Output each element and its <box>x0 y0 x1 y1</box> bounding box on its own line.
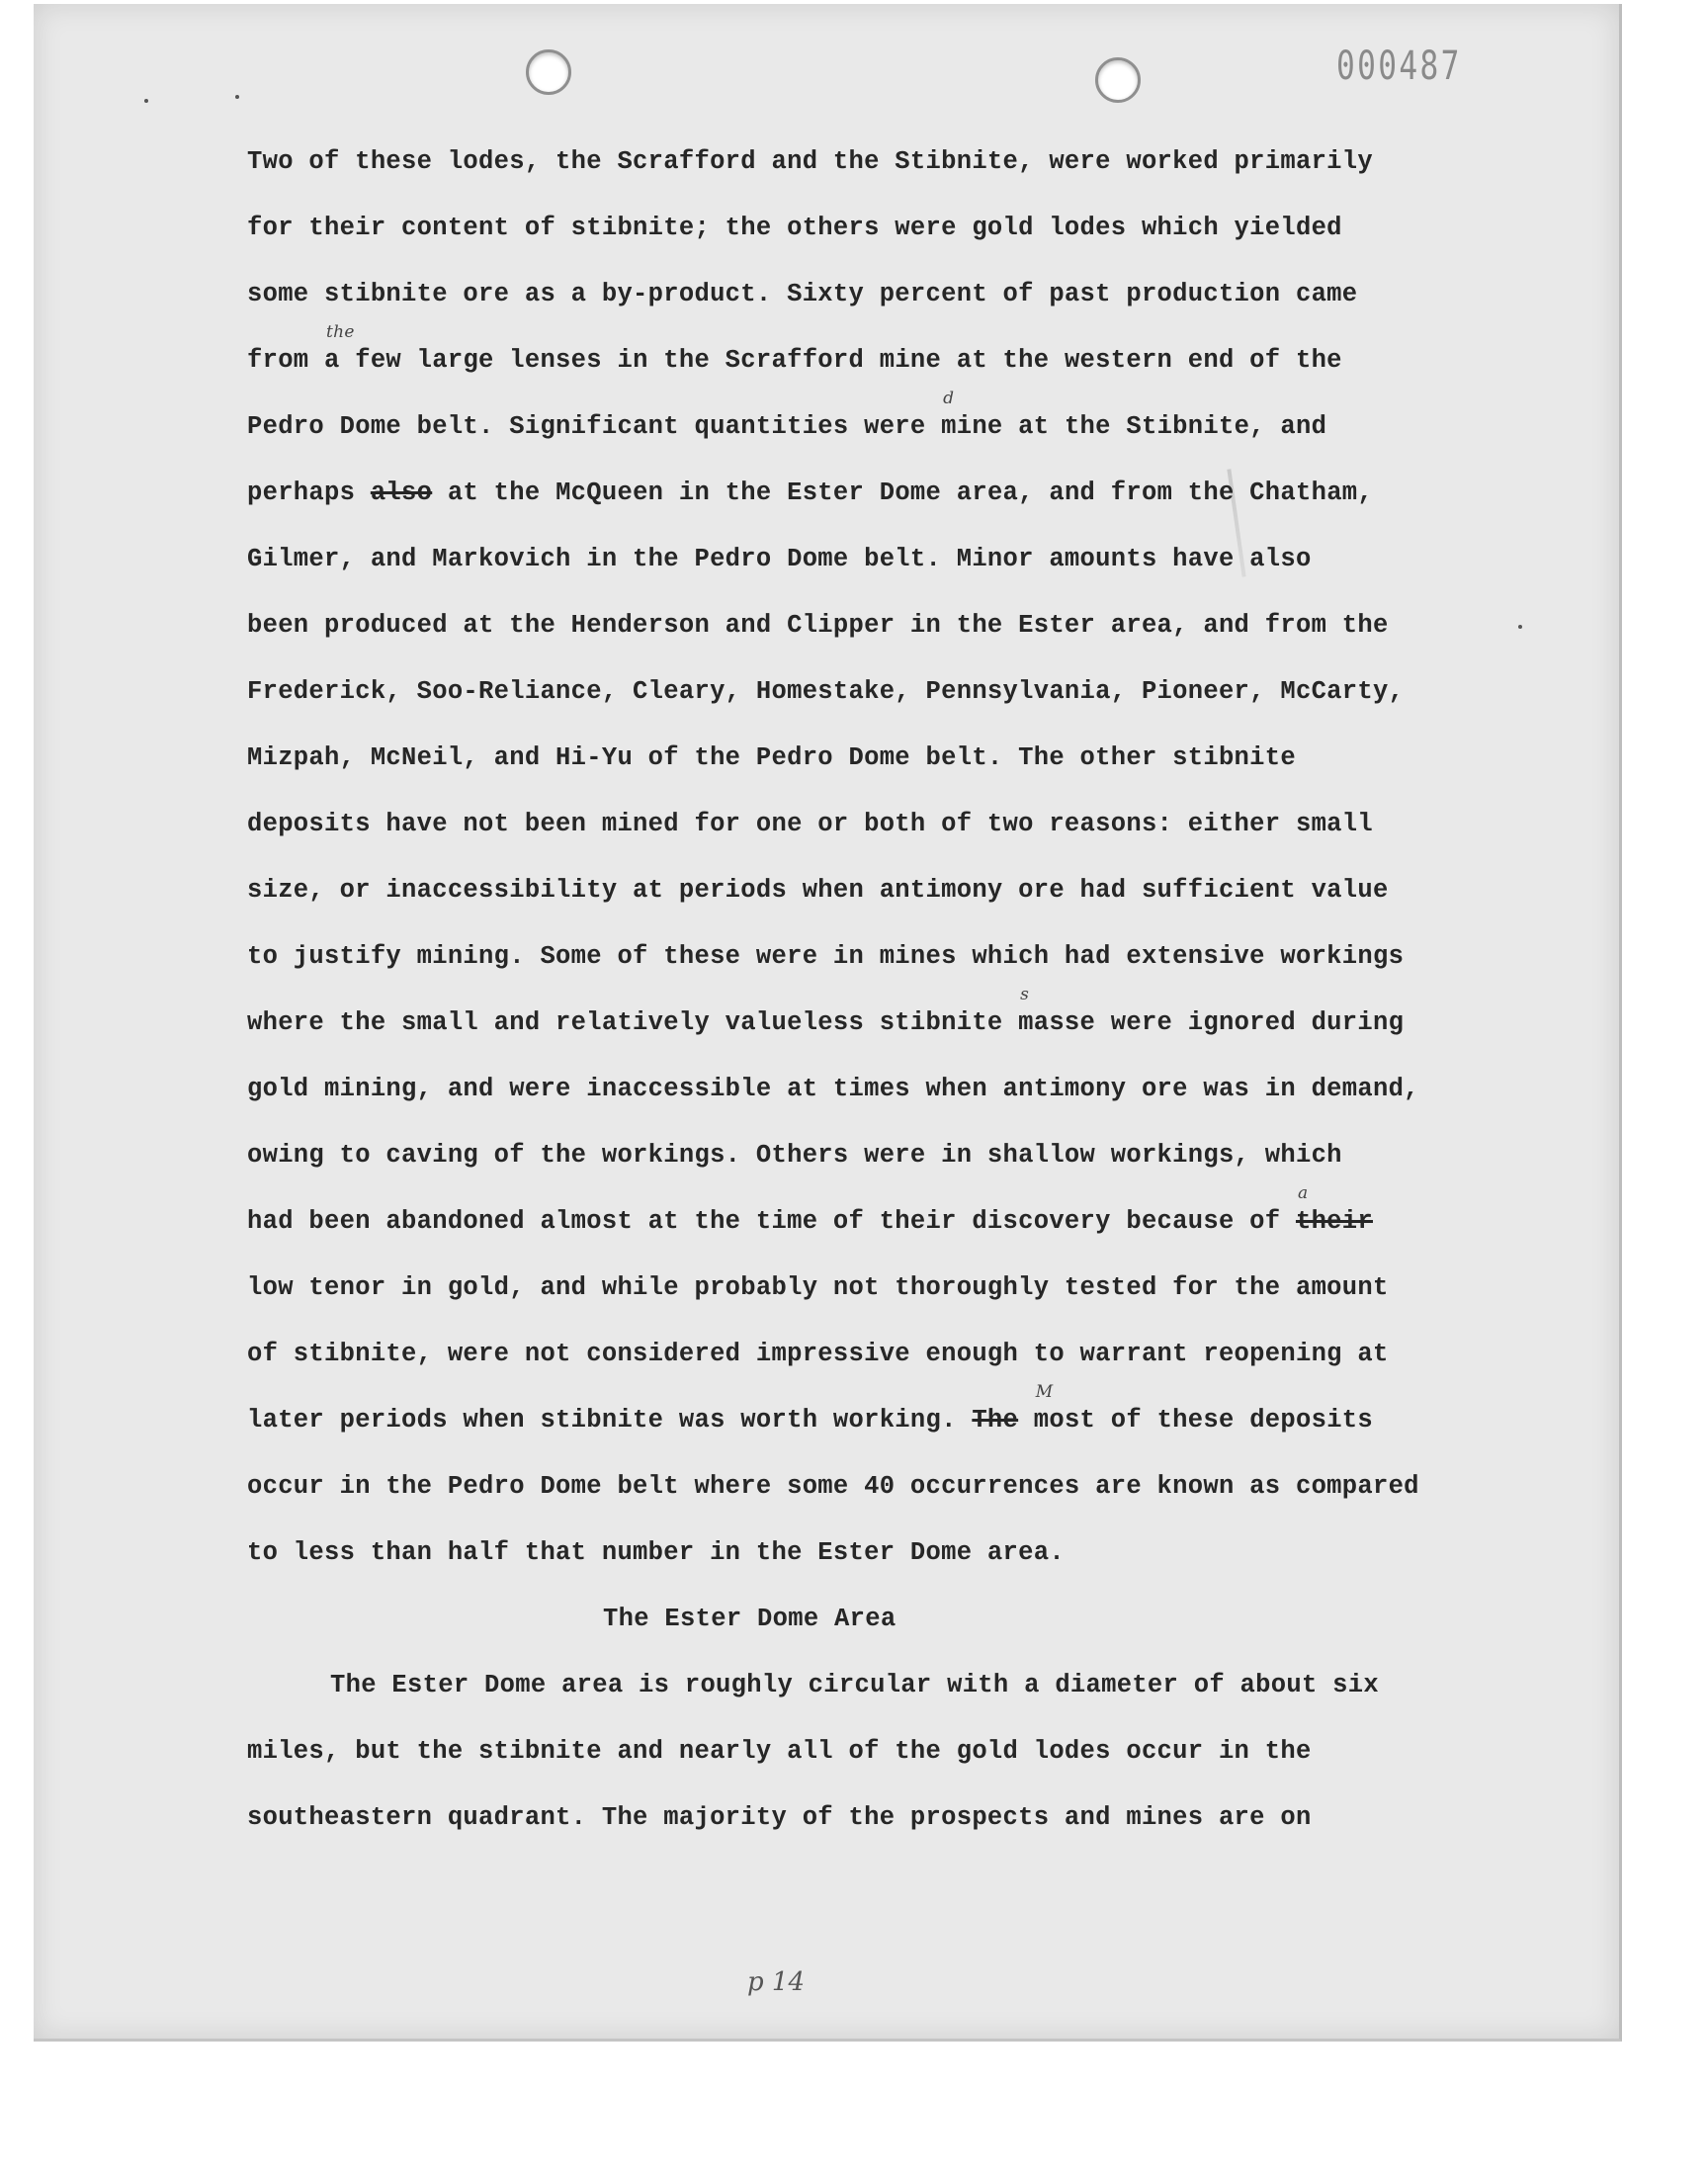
text-line <box>247 389 1552 460</box>
corrected-word <box>941 389 1003 460</box>
text-line <box>247 1122 1552 1188</box>
text-line <box>247 985 1552 1056</box>
handwritten-insertion: the <box>326 322 355 342</box>
section-line: miles, but the stibnite and nearly all of the gold lodes occur in the <box>247 1737 1312 1766</box>
text-run: of stibnite, were not considered impressive enough to warrant reopening at <box>247 1340 1389 1368</box>
section-line: southeastern quadrant. The majority of the prospects and mines are on <box>247 1803 1312 1832</box>
corrected-word <box>1295 1183 1373 1255</box>
text-run: few large lenses in the Scrafford mine at the western end of the <box>339 346 1342 375</box>
typed-word: mine <box>941 412 1003 441</box>
text-line <box>247 592 1552 658</box>
text-run <box>1018 1406 1034 1435</box>
text-run: at the McQueen in the Ester Dome area, and from the Chatham, <box>432 478 1374 507</box>
text-run: Mizpah, McNeil, and Hi-Yu of the Pedro Dome belt. The other stibnite <box>247 743 1296 772</box>
corrected-word <box>1018 985 1096 1056</box>
text-line <box>247 791 1552 857</box>
text-run: were ignored during <box>1095 1008 1405 1037</box>
handwritten-insertion: s <box>1020 985 1030 1004</box>
text-line <box>247 261 1552 327</box>
text-line <box>247 129 1552 195</box>
text-run: of these deposits <box>1095 1406 1374 1435</box>
text-run: had been abandoned almost at the time of their discovery because of <box>247 1207 1296 1236</box>
handwritten-insertion: d <box>943 389 955 408</box>
text-run: at the Stibnite, and <box>1002 412 1327 441</box>
page-folio: p 14 <box>747 1967 805 1997</box>
handwritten-insertion: M <box>1035 1382 1054 1402</box>
text-line <box>247 1056 1552 1122</box>
typed-word: masse <box>1018 1008 1096 1037</box>
corrected-word <box>324 322 355 393</box>
text-line <box>247 1382 1552 1453</box>
paragraph-one <box>247 129 1552 1586</box>
text-run: Two of these lodes, the Scrafford and the Stibnite, were worked primarily <box>247 147 1373 176</box>
typed-word: most <box>1033 1406 1096 1435</box>
text-run: for their content of stibnite; the others were gold lodes which yielded <box>247 214 1342 242</box>
text-line <box>247 1453 1552 1520</box>
text-line <box>247 857 1552 923</box>
text-line <box>247 1520 1552 1586</box>
text-line <box>247 526 1552 592</box>
text-line <box>247 658 1552 725</box>
text-run: Gilmer, and Markovich in the Pedro Dome belt. Minor amounts have also <box>247 545 1312 573</box>
document-stamp-number: 000487 <box>1336 44 1462 89</box>
text-line <box>247 1183 1552 1255</box>
text-run: owing to caving of the workings. Others were in shallow workings, which <box>247 1141 1342 1170</box>
struck-word: The <box>972 1406 1019 1435</box>
text-line <box>247 923 1552 990</box>
text-line <box>247 322 1552 393</box>
struck-word: also <box>370 478 433 507</box>
text-run: perhaps <box>247 478 371 507</box>
text-line <box>247 1255 1552 1321</box>
text-run: where the small and relatively valueless stibnite <box>247 1008 1019 1037</box>
text-run: occur in the Pedro Dome belt where some 40 occurrences are known as compared <box>247 1472 1419 1501</box>
margin-speck <box>144 99 148 103</box>
text-run: low tenor in gold, and while probably not thoroughly tested for the amount <box>247 1273 1389 1302</box>
text-run: from <box>247 346 325 375</box>
typed-word: their <box>1295 1207 1373 1236</box>
section-line: The Ester Dome area is roughly circular with a diameter of about six <box>330 1671 1379 1699</box>
text-run: deposits have not been mined for one or both of two reasons: either small <box>247 810 1373 838</box>
margin-speck <box>235 95 239 99</box>
text-run: been produced at the Henderson and Clipper in the Ester area, and from the <box>247 611 1389 640</box>
corrected-word <box>1033 1382 1096 1453</box>
text-line <box>247 1321 1552 1387</box>
text-line <box>247 725 1552 791</box>
text-line <box>247 460 1552 526</box>
handwritten-insertion: a <box>1297 1183 1309 1203</box>
body-text <box>247 129 1552 1851</box>
text-run: to less than half that number in the Ester Dome area. <box>247 1538 1065 1567</box>
punch-hole-left <box>526 49 571 95</box>
text-run: gold mining, and were inaccessible at times when antimony ore was in demand, <box>247 1075 1419 1103</box>
text-line <box>247 195 1552 261</box>
text-run: Pedro Dome belt. Significant quantities were <box>247 412 942 441</box>
text-run: Frederick, Soo-Reliance, Cleary, Homestake, Pennsylvania, Pioneer, McCarty, <box>247 677 1405 706</box>
text-run: some stibnite ore as a by-product. Sixty percent of past production came <box>247 280 1358 308</box>
text-run: later periods when stibnite was worth working. <box>247 1406 973 1435</box>
text-run: size, or inaccessibility at periods when antimony ore had sufficient value <box>247 876 1389 905</box>
section-heading: The Ester Dome Area <box>603 1605 897 1633</box>
typed-word: a <box>324 346 340 375</box>
punch-hole-right <box>1095 57 1141 103</box>
text-run: to justify mining. Some of these were in mines which had extensive workings <box>247 942 1405 971</box>
